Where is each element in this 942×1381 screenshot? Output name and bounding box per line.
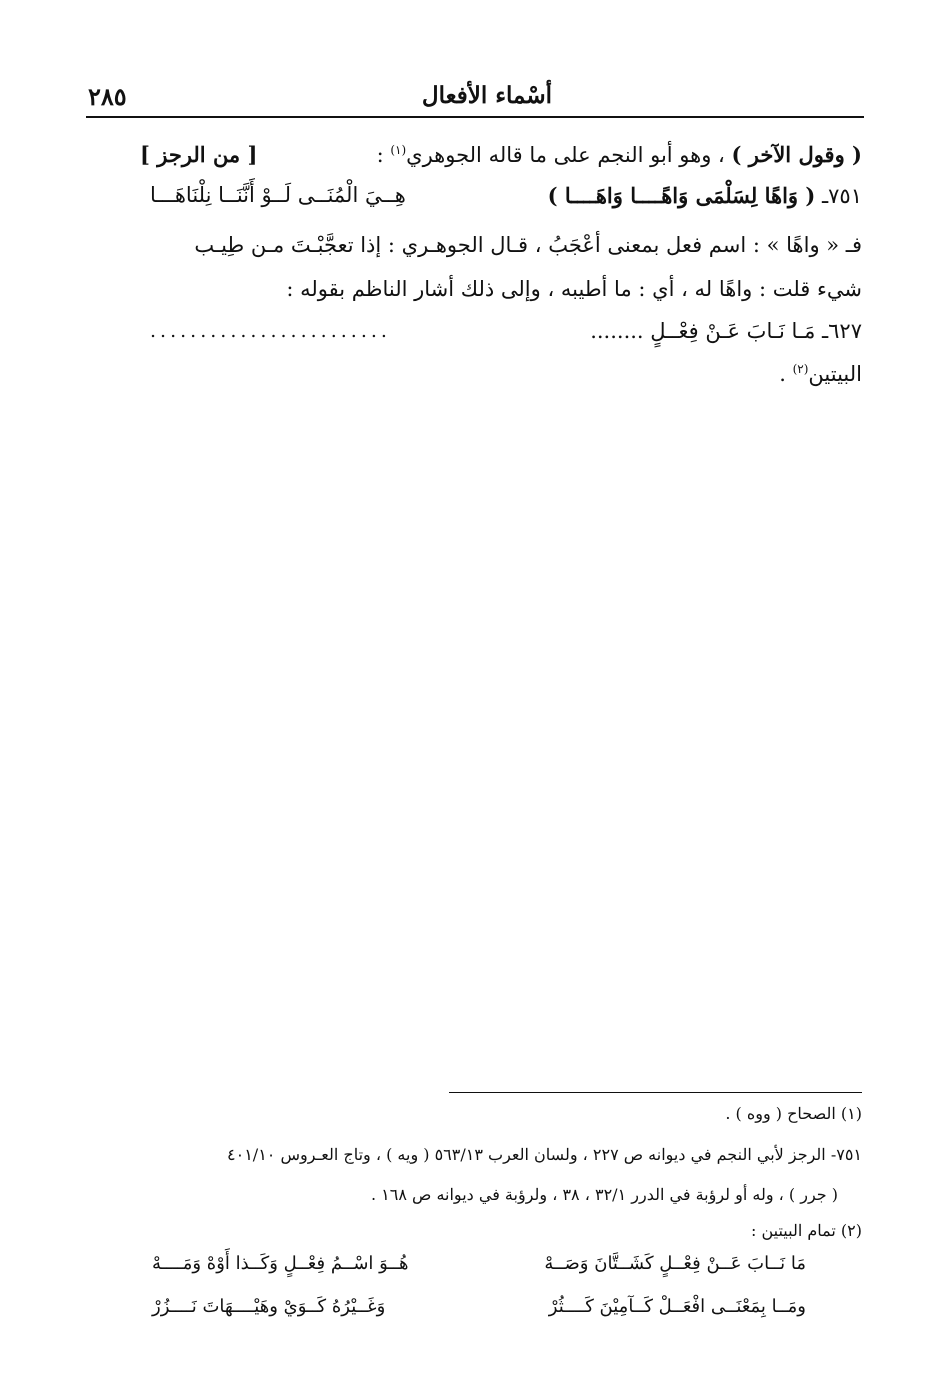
footnote-ref-2: (٢) — [792, 362, 809, 376]
attribution-text: ، وهو أبو النجم على ما قاله الجوهري — [406, 143, 725, 167]
footnote-1: (١) الصحاح ( ووه ) . — [725, 1104, 862, 1123]
quote-intro: ( وقول الآخر ) — [731, 142, 862, 167]
footnote-ref-1: (١) — [390, 143, 407, 157]
period: . — [779, 362, 786, 386]
footnote-751: ٧٥١- الرجز لأبي النجم في ديوانه ص ٢٢٧ ، ولسان العرب ٥٦٣/١٣ ( ويه ) ، وتاج العـروس ٤٠١/١٠ — [227, 1145, 862, 1164]
colon: : — [376, 143, 384, 167]
poem-line-1-left: هُــوَ اسْــمُ فِعْــلٍ وَكَــذا أَوْهْ وَمَــــهْ — [152, 1253, 409, 1274]
footnote-rule — [449, 1092, 862, 1093]
body-line-6 — [779, 362, 862, 386]
poem-line-2-left: وَغَــيْرُهُ كَــوَيْ وهَيْــــهَاتَ نَــــزُرْ — [152, 1296, 386, 1317]
verse-first-text: ( وَاهًا لِسَلْمَى وَاهًــــا وَاهَــــا ) — [547, 183, 816, 208]
running-header-title: أسْماء الأفعال — [421, 82, 552, 109]
body-line-4: شيء قلت : واهًا له ، أي : ما أطيبه ، وإلى ذلك أشار الناظم بقوله : — [286, 277, 862, 301]
poem-line-2-right: ومَــا بِمَعْنَــى افْعَــلْ كَــآمِيْنَ كَــــثُرْ — [548, 1296, 806, 1317]
footnote-751-continued: ( جرر ) ، وله أو لرؤبة في الدرر ٣٢/١ ، ٣٨ ، ولرؤبة في ديوانه ص ١٦٨ . — [370, 1185, 838, 1204]
header-rule — [86, 116, 864, 118]
alfiyya-verse-627: ٦٢٧ـ مَـا نَـابَ عَـنْ فِعْــلٍ ........ — [590, 319, 862, 343]
footnote-2: (٢) تمام البيتين : — [750, 1221, 862, 1240]
page-number: ٢٨٥ — [88, 82, 127, 111]
verse-751-second-hemistich: هِــيَ الْمُنَــى لَــوْ أَنَّنَــا نِلْنَاهَـــا — [150, 183, 406, 207]
verse-number: ٧٥١ـ — [822, 184, 862, 208]
meter-label: [ من الرجز ] — [140, 142, 258, 167]
poem-line-1-right: مَا نَــابَ عَــنْ فِعْــلٍ كَشَــتَّانَ وَصَــهْ — [544, 1253, 806, 1274]
ellipsis-dots: ........................ — [150, 320, 391, 342]
bayt-word: البيتين — [808, 362, 862, 386]
verse-751-first-hemistich — [548, 183, 862, 208]
body-line-1 — [377, 142, 862, 167]
body-line-3: فـ « واهًا » : اسم فعل بمعنى أعْجَبُ ، قـال الجوهـري : إذا تعجَّبْـتَ مـن طِيـب — [194, 233, 862, 257]
